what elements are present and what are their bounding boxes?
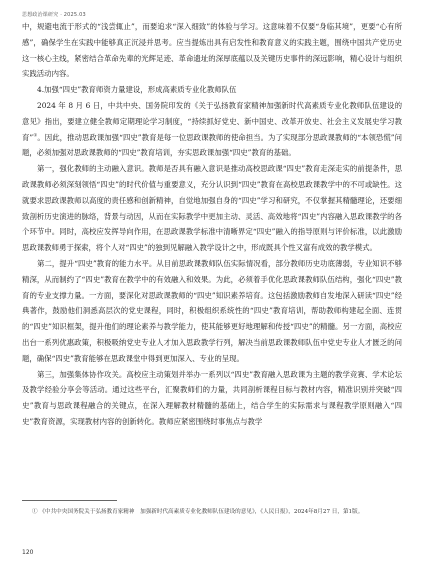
- body-text: [22, 19, 402, 430]
- footnote-divider: [22, 500, 117, 501]
- paragraph-continuation: 中，规避电流于形式的“浅尝辄止”，而要追求“深入细致”的体验与学习。这意味着不仅要“身临其境”，更要“心有所感”，确保学生在实践中能够真正沉浸并思考。应当提炼出具有启发性和教育意义的实践主题，围绕中国共产党历史这一核心主线，紧密结合革命先辈的光辉足迹、革命遗址的深厚底蕴以及关键历史事件的深远影响，精心设计与组织实践活动内容。: [22, 22, 402, 79]
- running-header: 思想政治课研究 · 2025.03: [22, 12, 86, 18]
- footnote: [32, 507, 402, 518]
- paragraph: 第一，强化教师的主动融入意识。教师是否具有融入意识是推动高校思政课“四史”教育走深走实的前提条件，思政课教师必须深刻领悟“四史”的时代价值与重要意义，充分认识到“四史”教育在高校思政课教学中的不可或缺性。这就要求思政课教师以高度的责任感和创新精神，自觉地加强自身的“四史”学习和研究，不仅掌握其精髓理论，还要细致剖析历史演进的脉络，背景与动因，从而在实际教学中更加主动、灵活、高效地将“四史”内容融入思政课教学的各个环节中。同时，高校应发挥导向作用，在思政课教学标准中清晰界定“四史”融入的指导原则与评价标准，以此激励思政课教师勇于探索，将个人对“四史”的独到见解融入教学设计之中，形成既具个性又富有成效的教学模式。: [22, 164, 402, 253]
- page-number: 120: [22, 549, 34, 556]
- paragraph: 第二，提升“四史”教育的能力水平。从目前思政课教师队伍实际情况看，部分教师历史功底薄弱，专业知识不够精深，从而制约了“四史”教育在教学中的有效融入和效果。为此，必须着手优化思政课教师队伍结构，强化“四史”教育的专业支撑力量。一方面，要深化对思政课教师的“四史”知识素养培育。这包括激励教师自发地深入研读“四史”经典著作，鼓励他们洞悉高层次的党史课程，同时，积极组织系统性的“四史”教育培训，帮助教师构建起全面、连贯的“四史”知识框架，提升他们的理论素养与教学能力，使其能够更好地理解和传授“四史”的精髓。另一方面，高校应出台一系列优惠政策，积极吸纳党史专业人才加入思政教学行列，解决当前思政课教师队伍中党史专业人才匮乏的问题，确保“四史”教育能够在思政课堂中得到更加深入、专业的呈现。: [22, 258, 402, 363]
- paragraph: 第三，加强集体协作攻关。高校应主动策划并举办一系列以“四史”教育融入思政课为主题的教学竞赛、学术论坛及教学经验分享会等活动。通过这些平台，汇聚教师们的力量，共同剖析课程目标与教材内容，精准识别并突破“四史”教育与思政课程融合的关键点，在深入理解教材精髓的基础上，结合学生的实际需求与课程教学原则融入“四史”教育资源，实现教材内容的创新转化。教师应紧密围绕时事焦点与教学: [22, 369, 402, 426]
- section-heading: 4.加强“四史”教育师资力量建设，形成高素质专业化教师队伍: [37, 85, 237, 95]
- footnote-text: 《中共中央国务院关于弘扬教育家精神 加强新时代高素质专业化教师队伍建设的意见》，《人民日报》，2024年8月27 日，第1版。: [39, 509, 364, 515]
- paragraph-text: 。因此，推动思政课加强“四史”教育是每一位思政课教师的使命担当。为了实现部分思政课教师的“本领恐慌”问题，必须加强对思政课教师的“四史”教育培训，夯实思政课加强“四史”教育的基础。: [22, 132, 402, 158]
- footnote-marker: ①: [32, 509, 38, 515]
- paragraph: [22, 98, 402, 161]
- footnote-reference: ①: [33, 133, 38, 139]
- paragraph-text: 2024 年 8 月 6 日，中共中央、国务院印发的《关于弘扬教育家精神加强新时代高素质专业化教师队伍建设的意见》指出，要建立健全教师定期理论学习制度，“持续抓好党史、新中国史、改革开放史、社会主义发展史学习教育”: [22, 100, 402, 142]
